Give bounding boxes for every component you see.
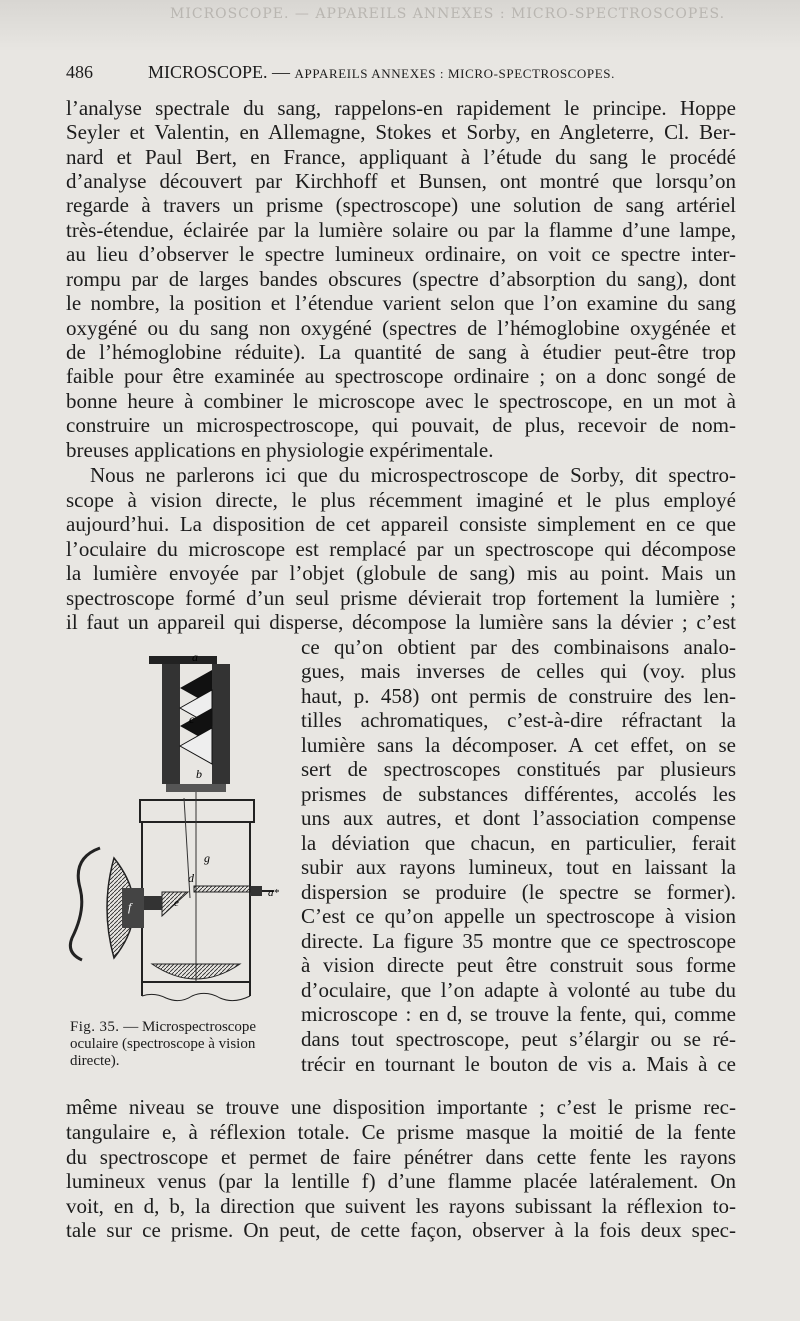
text-line: même niveau se trouve une disposition importante ; c’est le prisme rec-	[66, 1095, 736, 1119]
text-line: faible pour être examinée au spectroscope ordinaire ; on a donc songé de	[66, 364, 736, 388]
text-line: breuses applications en physiologie expérimentale.	[66, 438, 494, 462]
lens-hook	[70, 848, 100, 960]
eyepiece-cap	[149, 656, 217, 664]
text-line: directe. La figure 35 montre que ce spectroscope	[301, 929, 736, 953]
text-line: dispersion se produire (le spectre se former).	[301, 880, 736, 904]
text-line: Nous ne parlerons ici que du microspectroscope de Sorby, dit spectro-	[90, 463, 736, 487]
text-line: rompu par de larges bandes obscures (spectre d’absorption du sang), dont	[66, 267, 736, 291]
text-line: aujourd’hui. La disposition de cet appareil consiste simplement en ce que	[66, 512, 736, 536]
slit-plate	[194, 886, 250, 892]
tube-wall-right	[212, 664, 230, 784]
text-line: le nombre, la position et l’étendue varient selon que l’on examine du sang	[66, 291, 736, 315]
text-line: ce qu’on obtient par des combinaisons analo-	[301, 635, 736, 659]
text-line: lumière sans la décomposer. A cet effet, on se	[301, 733, 736, 757]
lens	[166, 784, 226, 792]
figure-label: e	[174, 897, 179, 909]
text-line: d’analyse découvert par Kirchhoff et Bunsen, ont montré que lorsqu’on	[66, 169, 736, 193]
text-line: au lieu d’observer le spectre lumineux ordinaire, on voit ce spectre inter-	[66, 242, 736, 266]
running-header	[66, 62, 736, 84]
page-number: 486	[66, 62, 93, 82]
text-line: gues, mais inverses de celles qui (voy. plus	[301, 659, 736, 683]
text-line: très-étendue, éclairée par la lumière solaire ou par la flamme d’une lampe,	[66, 218, 736, 242]
text-line: il faut un appareil qui disperse, décompose la lumière sans la dévier ; c’est	[66, 610, 736, 634]
text-line: l’oculaire du microscope est remplacé par un spectroscope qui décompose	[66, 537, 736, 561]
text-line: scope à vision directe, le plus récemment imaginé et le plus employé	[66, 488, 736, 512]
figure-label: a	[192, 650, 198, 664]
text-line: la déviation que chacun, en particulier, ferait	[301, 831, 736, 855]
text-line: dans tout spectroscope, peut s’élargir ou se ré-	[301, 1027, 736, 1051]
text-line: sert de spectroscopes constitués par plusieurs	[301, 757, 736, 781]
text-line: de l’hémoglobine réduite). La quantité de sang à étudier peut-être trop	[66, 340, 736, 364]
header-dash: —	[272, 62, 291, 82]
slit-screw	[250, 886, 262, 896]
tube-collar	[140, 800, 254, 822]
figure-label: c	[189, 712, 195, 726]
figure-label: f	[128, 900, 132, 914]
microspectroscope-figure	[62, 648, 290, 1018]
text-line: regarde à travers un prisme (spectroscope) une solution de sang artériel	[66, 193, 736, 217]
text-line: microscope : en d, se trouve la fente, qui, comme	[301, 1002, 736, 1026]
text-line: tilles achromatiques, c’est-à-dire réfractant la	[301, 708, 736, 732]
running-title	[148, 62, 615, 83]
text-line: haut, p. 458) ont permis de construire des len-	[301, 684, 736, 708]
text-line: trécir en tournant le bouton de vis a. Mais à ce	[301, 1052, 736, 1076]
figure-caption	[70, 1019, 294, 1070]
text-line: C’est ce qu’on appelle un spectroscope à vision	[301, 904, 736, 928]
text-line: spectroscope formé d’un seul prisme dévierait trop fortement la lumière ;	[66, 586, 736, 610]
text-line: nard et Paul Bert, en France, appliquant à l’étude du sang le procédé	[66, 145, 736, 169]
figure-label: d	[188, 871, 194, 885]
text-line: uns aux autres, et dont l’association compense	[301, 806, 736, 830]
text-line: bonne heure à combiner le microscope avec le spectroscope, en un mot à	[66, 389, 736, 413]
text-line: voit, en d, b, la direction que suivent les rayons subissant la réflexion to-	[66, 1194, 736, 1218]
text-line: tangulaire e, à réflexion totale. Ce prisme masque la moitié de la fente	[66, 1120, 736, 1144]
caption-text: — Microspectroscope oculaire (spectroscope à vision directe).	[70, 1019, 257, 1069]
text-line: Seyler et Valentin, en Allemagne, Stokes et Sorby, en Angleterre, Cl. Ber-	[66, 120, 736, 144]
figure-label: b	[196, 767, 202, 781]
figure-label: a*	[268, 887, 279, 899]
text-line: tale sur ce prisme. On peut, de cette façon, observer à la fois deux spec-	[66, 1218, 736, 1242]
text-line: lumineux venus (par la lentille f) d’une flamme placée latéralement. On	[66, 1169, 736, 1193]
caption-label: Fig. 35.	[70, 1019, 120, 1035]
objective-lens	[152, 964, 240, 979]
header-title: MICROSCOPE.	[148, 62, 268, 82]
text-line: l’analyse spectrale du sang, rappelons-en rapidement le principe. Hoppe	[66, 96, 736, 120]
bleed-through-strip	[0, 0, 800, 52]
text-line: à vision directe peut être construit sous forme	[301, 953, 736, 977]
text-line: oxygéné ou du sang non oxygéné (spectres de l’hémoglobine oxygénée et	[66, 316, 736, 340]
bleed-through-text: MICROSCOPE. — APPAREILS ANNEXES : MICRO-SPECTROSCOPES.	[170, 6, 726, 22]
figure-label: g	[204, 851, 210, 865]
text-line: du spectroscope et permet de faire pénétrer dans cette fente les rayons	[66, 1145, 736, 1169]
tube-wall-left	[162, 664, 180, 784]
text-line: prismes de substances différentes, accolés les	[301, 782, 736, 806]
text-line: d’oculaire, que l’on adapte à volonté au tube du	[301, 978, 736, 1002]
text-line: construire un microspectroscope, qui pouvait, de plus, recevoir de nom-	[66, 413, 736, 437]
header-subtitle: APPAREILS ANNEXES : MICRO-SPECTROSCOPES.	[294, 66, 615, 81]
text-line: la lumière envoyée par l’objet (globule de sang) mis au point. Mais un	[66, 561, 736, 585]
text-line: subir aux rayons lumineux, tout en laissant la	[301, 855, 736, 879]
